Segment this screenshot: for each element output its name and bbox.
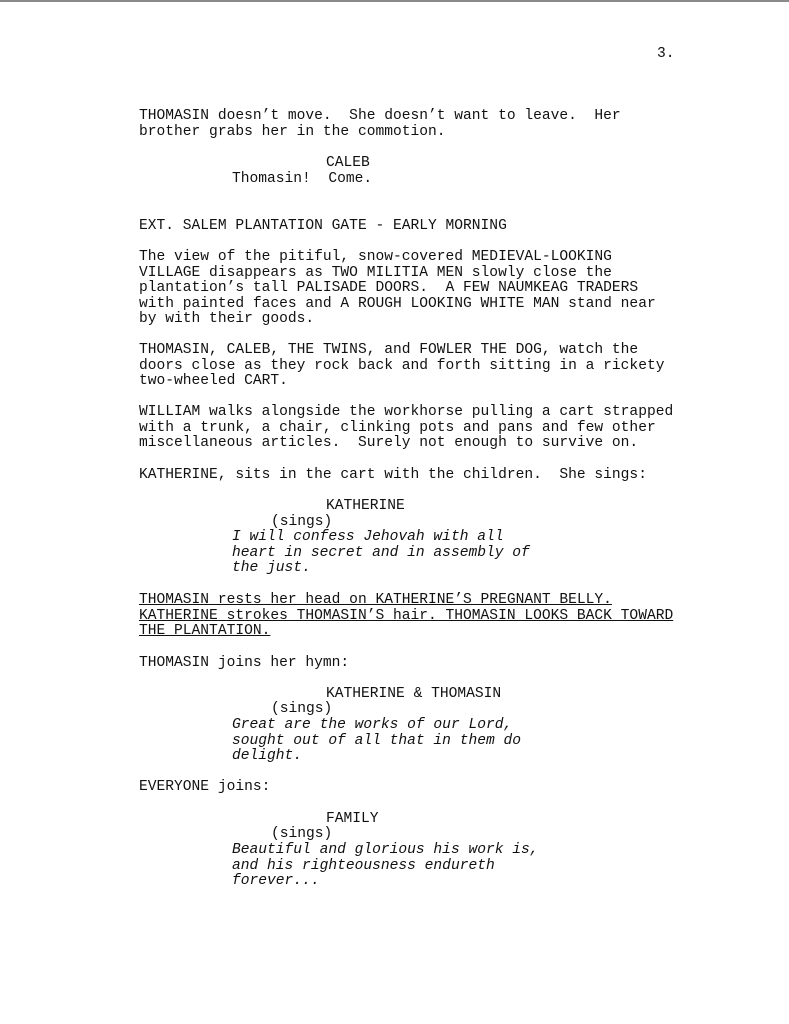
page-top-border: [0, 0, 789, 2]
dialogue-line: forever...: [232, 873, 320, 890]
action-paragraph: [139, 405, 673, 452]
character-name: FAMILY: [326, 811, 379, 827]
parenthetical: (sings): [271, 826, 333, 842]
action-line: The view of the pitiful, snow-covered MEDIEVAL-LOOKING: [139, 249, 612, 265]
underlined-action: [139, 593, 673, 640]
dialogue: Thomasin! Come.: [232, 171, 373, 187]
character-name: KATHERINE & THOMASIN: [326, 686, 502, 702]
action-line: THOMASIN, CALEB, THE TWINS, and FOWLER THE DOG, watch the: [139, 342, 639, 358]
page-number: 3.: [657, 46, 675, 62]
dialogue-line: Great are the works of our Lord,: [232, 717, 513, 733]
dialogue-line: sought out of all that in them do: [232, 732, 522, 749]
action-line: by with their goods.: [139, 311, 315, 328]
dialogue: [232, 843, 539, 890]
action-paragraph: [139, 343, 664, 390]
dialogue-line: I will confess Jehovah with all: [232, 529, 504, 545]
dialogue: [232, 530, 530, 577]
action-paragraph: [139, 109, 621, 140]
dialogue-line: the just.: [232, 560, 311, 577]
dialogue-line: heart in secret and in assembly of: [232, 544, 530, 561]
action-line: THOMASIN rests her head on KATHERINE’S PREGNANT BELLY.: [139, 592, 612, 608]
action-paragraph: [139, 250, 656, 328]
character-name: KATHERINE: [326, 498, 405, 514]
action-line: KATHERINE strokes THOMASIN’S hair. THOMASIN LOOKS BACK TOWARD: [139, 607, 674, 624]
action-line: two-wheeled CART.: [139, 373, 288, 390]
action-line: KATHERINE, sits in the cart with the children. She sings:: [139, 467, 647, 483]
action-line: brother grabs her in the commotion.: [139, 123, 446, 140]
scene-heading: EXT. SALEM PLANTATION GATE - EARLY MORNING: [139, 218, 507, 234]
dialogue: [232, 718, 521, 765]
action-line: EVERYONE joins:: [139, 779, 271, 795]
action-line: doors close as they rock back and forth sitting in a rickety: [139, 357, 665, 374]
parenthetical: (sings): [271, 701, 333, 717]
action-line: WILLIAM walks alongside the workhorse pulling a cart strapped: [139, 404, 674, 420]
action-line: THE PLANTATION.: [139, 623, 271, 640]
action-line: with a trunk, a chair, clinking pots and pans and few other: [139, 419, 656, 436]
action-line: miscellaneous articles. Surely not enough to survive on.: [139, 435, 639, 452]
action-line: THOMASIN joins her hymn:: [139, 655, 350, 671]
action-line: with painted faces and A ROUGH LOOKING WHITE MAN stand near: [139, 295, 656, 312]
dialogue-line: Beautiful and glorious his work is,: [232, 842, 539, 858]
character-name: CALEB: [326, 155, 370, 171]
action-line: plantation’s tall PALISADE DOORS. A FEW NAUMKEAG TRADERS: [139, 280, 639, 297]
action-line: VILLAGE disappears as TWO MILITIA MEN slowly close the: [139, 264, 612, 281]
parenthetical: (sings): [271, 514, 333, 530]
dialogue-line: and his righteousness endureth: [232, 857, 495, 874]
action-line: THOMASIN doesn’t move. She doesn’t want to leave. Her: [139, 108, 621, 124]
dialogue-line: delight.: [232, 748, 303, 765]
